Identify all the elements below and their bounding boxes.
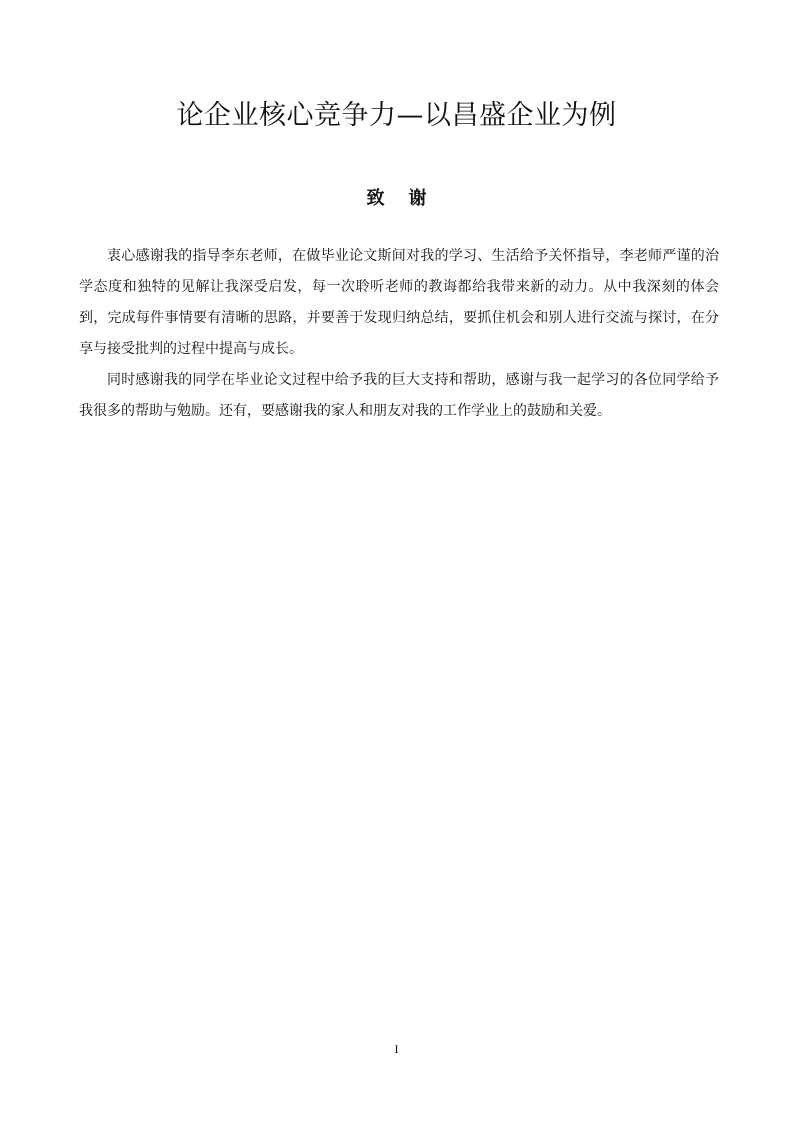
section-heading: 致谢 <box>366 188 451 209</box>
document-title: 论企业核心竞争力—以昌盛企业为例 <box>176 100 617 131</box>
paragraph-1: 衷心感谢我的指导李东老师，在做毕业论文斯间对我的学习、生活给予关怀指导，李老师严谨的治学态度和独特的见解让我深受启发，每一次聆听老师的教诲都给我带来新的动力。从中我深刻的体会到，完成每件事情要有清晰的思路，并要善于发现归纳总结，要抓住机会和别人进行交流与探讨，在分享与接受批判的过程中提高与成长。 <box>79 248 719 357</box>
acknowledgement-body <box>79 241 719 427</box>
paragraph-2: 同时感谢我的同学在毕业论文过程中给予我的巨大支持和帮助，感谢与我一起学习的各位同学给予我很多的帮助与勉励。还有，要感谢我的家人和朋友对我的工作学业上的鼓励和关爱。 <box>79 372 719 419</box>
page-number: I <box>394 1042 399 1056</box>
